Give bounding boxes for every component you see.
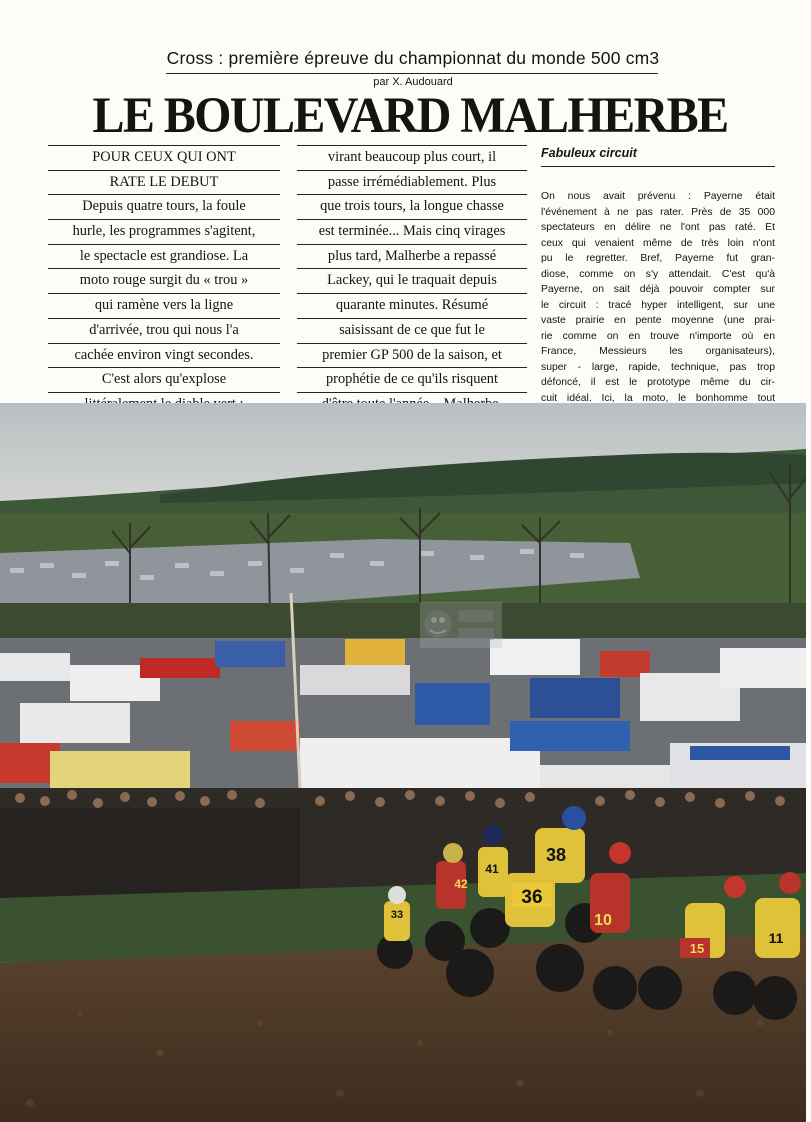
article-headline: LE BOULEVARD MALHERBE [92, 87, 728, 144]
intro-line: d'arrivée, trou qui nous l'a [48, 319, 280, 344]
body-line: diose, comme on s'y attendait. C'est qu'à [541, 268, 775, 280]
intro-line: est terminée... Mais cinq virages [297, 220, 527, 245]
intro-line: virant beaucoup plus court, il [297, 145, 527, 171]
body-line: France, Messieurs les organisateurs), [541, 346, 775, 357]
intro-line: saisissant de ce que fut le [297, 319, 527, 344]
bib-number: 10 [594, 912, 612, 929]
body-line: Payerne, on sait déjà pouvoir compter sur [541, 284, 775, 295]
intro-line: hurle, les programmes s'agitent, [48, 220, 280, 245]
intro-line: quarante minutes. Résumé [297, 294, 527, 319]
bib-number: 36 [521, 887, 543, 908]
tree-line [0, 603, 806, 643]
body-line: l'événement à ne pas rater. Près de 35 000 [541, 206, 775, 218]
fence [0, 808, 300, 898]
section-column [541, 146, 775, 422]
intro-line: Depuis quatre tours, la foule [48, 195, 280, 220]
intro-line: prophétie de ce qu'ils risquent [297, 368, 527, 393]
intro-column-2 [297, 145, 527, 442]
body-line: rie comme on en trouve n'importe où en [541, 330, 775, 342]
intro-line: cachée environ vingt secondes. [48, 344, 280, 369]
body-line: spectateurs en délire ne l'ont pas raté. Et [541, 222, 775, 233]
section-body [541, 189, 775, 422]
intro-line: RATE LE DEBUT [48, 171, 280, 196]
bib-number: 11 [768, 930, 784, 946]
intro-line: moto rouge surgit du « trou » [48, 269, 280, 294]
bib-number: 38 [545, 845, 567, 865]
bib-number: 33 [390, 909, 404, 921]
intro-column-1 [48, 145, 280, 442]
intro-line: le spectacle est grandiose. La [48, 245, 280, 270]
body-line: défoncé, il est le prototype même du cir- [541, 377, 775, 388]
bib-number: 15 [689, 941, 705, 956]
body-line: pu le regretter. Bref, Payerne fut gran- [541, 253, 775, 264]
body-line: cuit idéal. Ici, la moto, le bonhomme tout [541, 392, 775, 404]
body-line: super - large, rapide, technique, pas trop [541, 361, 775, 373]
race-photo-illustration [0, 403, 806, 1122]
body-line: ceux qui venaient même de très loin n'ont [541, 237, 775, 249]
bib-number: 41 [485, 862, 499, 876]
intro-line: que trois tours, la longue chasse [297, 195, 527, 220]
intro-line: premier GP 500 de la saison, et [297, 344, 527, 369]
article-byline: par X. Audouard [373, 76, 453, 88]
section-subhead: Fabuleux circuit [541, 146, 775, 167]
body-line: vaste prairie en pente moyenne (une prai- [541, 315, 775, 326]
intro-line: passe irrémédiablement. Plus [297, 171, 527, 196]
intro-line: plus tard, Malherbe a repassé [297, 245, 527, 270]
intro-line: qui ramène vers la ligne [48, 294, 280, 319]
intro-line: POUR CEUX QUI ONT [48, 145, 280, 171]
watermark-logo [420, 602, 502, 648]
kicker-rule [166, 73, 658, 74]
body-line: le circuit : tracé hyper intelligent, sur une [541, 299, 775, 311]
body-line: On nous avait prévenu : Payerne était [541, 191, 775, 202]
intro-line: Lackey, qui le traquait depuis [297, 269, 527, 294]
article-kicker: Cross : première épreuve du championnat du monde 500 cm3 [166, 48, 660, 68]
bib-number: 42 [454, 877, 468, 891]
intro-line: C'est alors qu'explose [48, 368, 280, 393]
race-photo [0, 403, 806, 1122]
